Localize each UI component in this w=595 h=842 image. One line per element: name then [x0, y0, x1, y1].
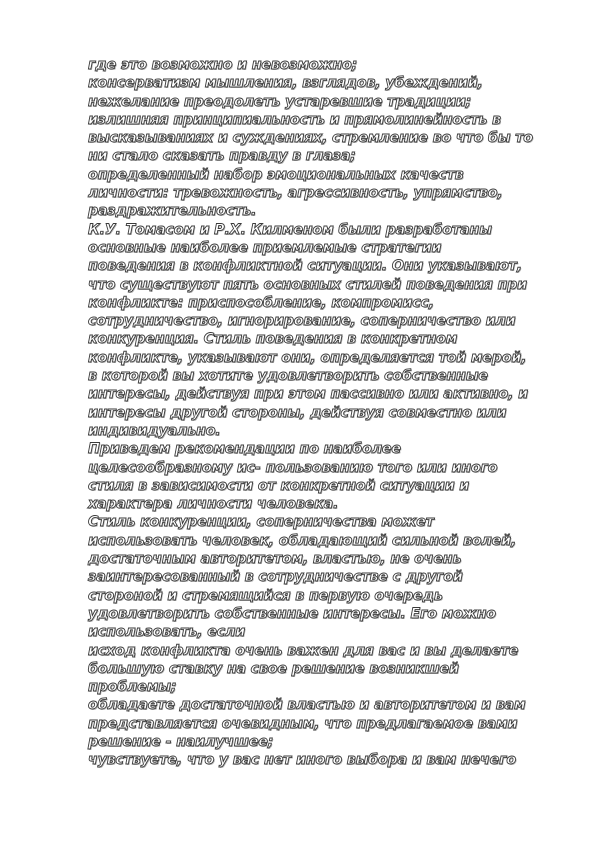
text-line: стороной и стремящийся в первую очередь — [88, 587, 443, 604]
text-line: в которой вы хотите удовлетворить собственные — [88, 368, 488, 385]
text-line: индивидуально. — [88, 422, 221, 439]
text-line: представляется очевидным, что предлагаемое вами — [88, 715, 518, 732]
text-line: раздражительность. — [88, 203, 257, 220]
text-line: нежелание преодолеть устаревшие традиции; — [88, 93, 472, 110]
text-line: конфликте: приспособление, компромисс, — [88, 294, 435, 311]
text-line: заинтересованный в сотрудничестве с другой — [88, 569, 463, 586]
text-line: удовлетворить собственные интересы. Его можно — [88, 605, 496, 622]
text-line: целесообразному ис- пользованию того или иного — [88, 459, 498, 476]
text-line: излишняя принципиальность и прямолинейность в — [88, 111, 501, 128]
body-text — [88, 56, 558, 770]
text-line: конфликте, указывают они, определяется той мерой, — [88, 349, 527, 366]
text-line: чувствуете, что у вас нет иного выбора и вам нечего — [88, 752, 516, 769]
text-line: интересы, действуя при этом пассивно или активно, и — [88, 386, 528, 403]
text-line: что существуют пять основных стилей поведения при — [88, 276, 527, 293]
text-line: основные наиболее приемлемые стратегии — [88, 239, 442, 256]
text-line: стиля в зависимости от конкретной ситуации и — [88, 477, 470, 494]
text-line: где это возможно и невозможно; — [88, 57, 358, 73]
text-line: консерватизм мышления, взглядов, убеждений, — [88, 75, 483, 92]
text-line: Приведем рекомендации по наиболее — [88, 441, 401, 458]
text-line: достаточным авторитетом, властью, не очень — [88, 551, 462, 568]
text-line: К.У. Томасом и Р.Х. Килменом были разработаны — [88, 221, 492, 238]
text-line: обладаете достаточной властью и авторитетом и вам — [88, 697, 526, 714]
text-line: решение - наилучшее; — [88, 733, 274, 750]
text-line: интересы другой стороны, действуя совместно или — [88, 404, 507, 421]
text-line: ни стало сказать правду в глаза; — [88, 148, 356, 165]
text-line: конкуренция. Стиль поведения в конкретном — [88, 331, 458, 348]
text-line: большую ставку на свое решение возникшей — [88, 660, 459, 677]
text-line: исход конфликта очень важен для вас и вы делаете — [88, 642, 519, 659]
text-line: проблемы; — [88, 679, 177, 696]
text-line: личности: тревожность, агрессивность, упрямство, — [88, 185, 503, 202]
text-line: характера личности человека. — [88, 496, 339, 513]
text-line: высказываниях и суждениях, стремление во что бы то — [88, 130, 533, 147]
text-line: сотрудничество, игнорирование, соперничество или — [88, 313, 516, 330]
text-line: использовать человек, обладающий сильной волей, — [88, 532, 517, 549]
text-line: поведения в конфликтной ситуации. Они указывают, — [88, 258, 522, 275]
text-line: Стиль конкуренции, соперничества может — [88, 514, 434, 531]
text-line: определенный набор эмоциональных качеств — [88, 166, 464, 183]
text-line: использовать, если — [88, 624, 245, 641]
